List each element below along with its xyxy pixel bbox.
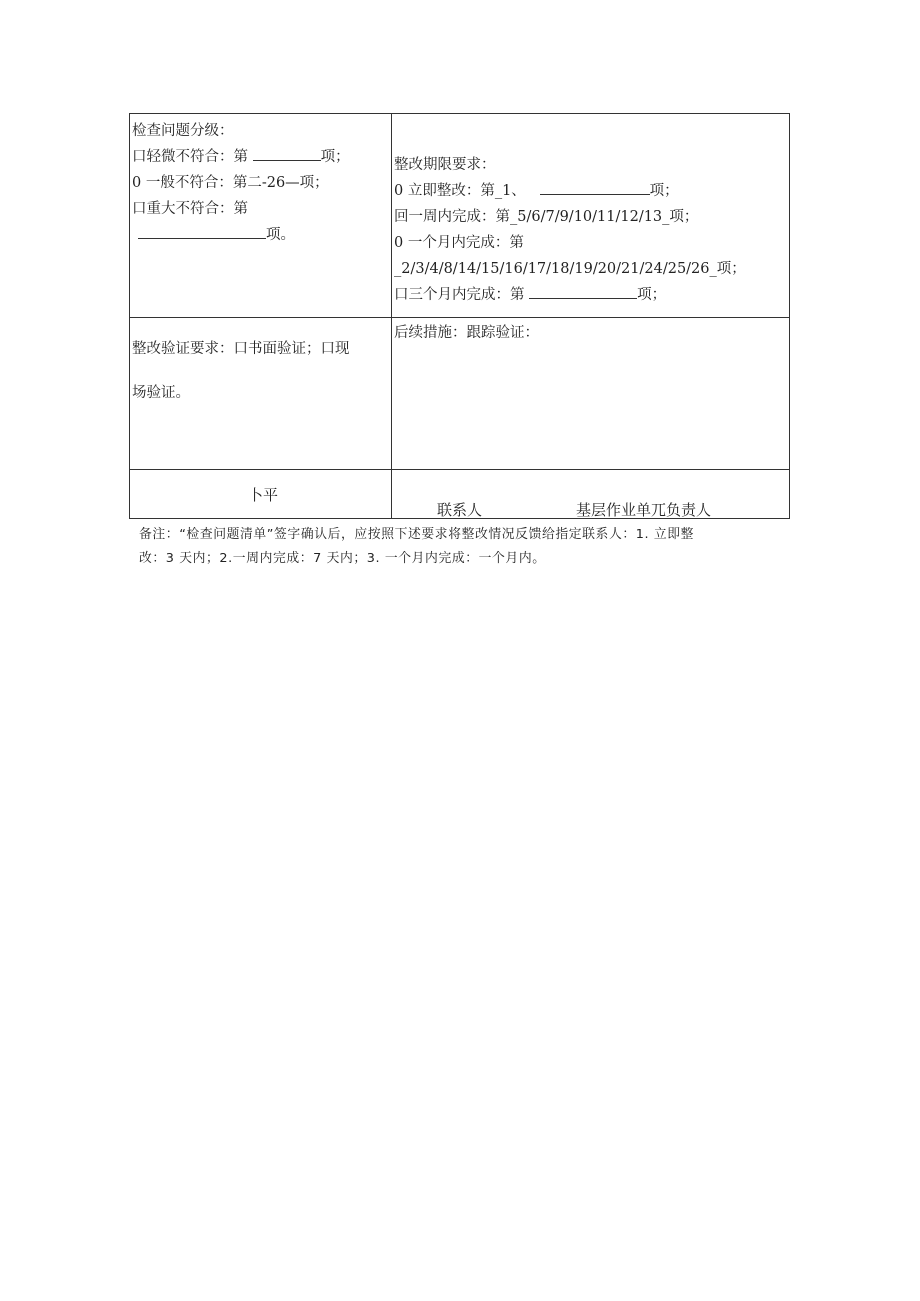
inspection-form-table bbox=[129, 113, 790, 519]
deadline-quarter-prefix: 口三个月内完成：第 bbox=[394, 287, 530, 303]
row-divider-1 bbox=[130, 317, 789, 318]
major-blank bbox=[138, 223, 266, 239]
immediate-blank bbox=[540, 179, 650, 195]
grading-title: 检查问题分级： bbox=[132, 123, 234, 139]
deadline-month-prefix: 0 一个月内完成：第 bbox=[394, 235, 524, 251]
column-divider bbox=[391, 114, 392, 518]
quarter-blank bbox=[529, 283, 637, 299]
minor-blank bbox=[253, 145, 321, 161]
deadline-title: 整改期限要求： bbox=[394, 157, 496, 173]
verification-line2: 场验证。 bbox=[132, 385, 190, 401]
deadline-immediate-suffix: 项； bbox=[649, 183, 679, 199]
signature-left: 卜平 bbox=[248, 486, 279, 504]
signature-contact: 联系人 bbox=[437, 501, 483, 519]
followup-text: 后续措施：跟踪验证： bbox=[394, 325, 539, 341]
deadline-immediate bbox=[394, 178, 746, 204]
deadline-cell bbox=[394, 152, 746, 308]
deadline-quarter bbox=[394, 282, 746, 308]
grading-minor-suffix: 项； bbox=[320, 149, 350, 165]
grading-major-prefix: 口重大不符合：第 bbox=[132, 201, 248, 217]
deadline-week: 回一周内完成：第_5/6/7/9/10/11/12/13_项； bbox=[394, 209, 699, 225]
followup-cell bbox=[394, 320, 539, 346]
grading-minor-prefix: 口轻微不符合：第 bbox=[132, 149, 253, 165]
deadline-quarter-suffix: 项； bbox=[637, 287, 667, 303]
note-line1: 备注：“检查问题清单”签字确认后，应按照下述要求将整改情况反馈给指定联系人：1. 立即整 bbox=[139, 527, 695, 542]
deadline-immediate-prefix: 0 立即整改：第_1、 bbox=[394, 183, 526, 199]
signature-unit-head: 基层作业单兀负责人 bbox=[576, 501, 712, 519]
remark-note bbox=[139, 523, 789, 571]
grading-cell bbox=[132, 118, 350, 248]
row-divider-2 bbox=[130, 469, 789, 470]
verification-line1: 整改验证要求：口书面验证；口现 bbox=[132, 341, 350, 357]
grading-major-line bbox=[132, 222, 350, 248]
verification-cell bbox=[132, 327, 350, 415]
grading-minor bbox=[132, 144, 350, 170]
grading-general: 0 一般不符合：第二-26—项； bbox=[132, 175, 329, 191]
grading-major-suffix: 项。 bbox=[266, 227, 295, 243]
note-line2: 改：3 天内；2.一周内完成：7 天内；3. 一个月内完成：一个月内。 bbox=[139, 551, 546, 566]
deadline-month-items: _2/3/4/8/14/15/16/17/18/19/20/21/24/25/26_项； bbox=[394, 261, 746, 277]
